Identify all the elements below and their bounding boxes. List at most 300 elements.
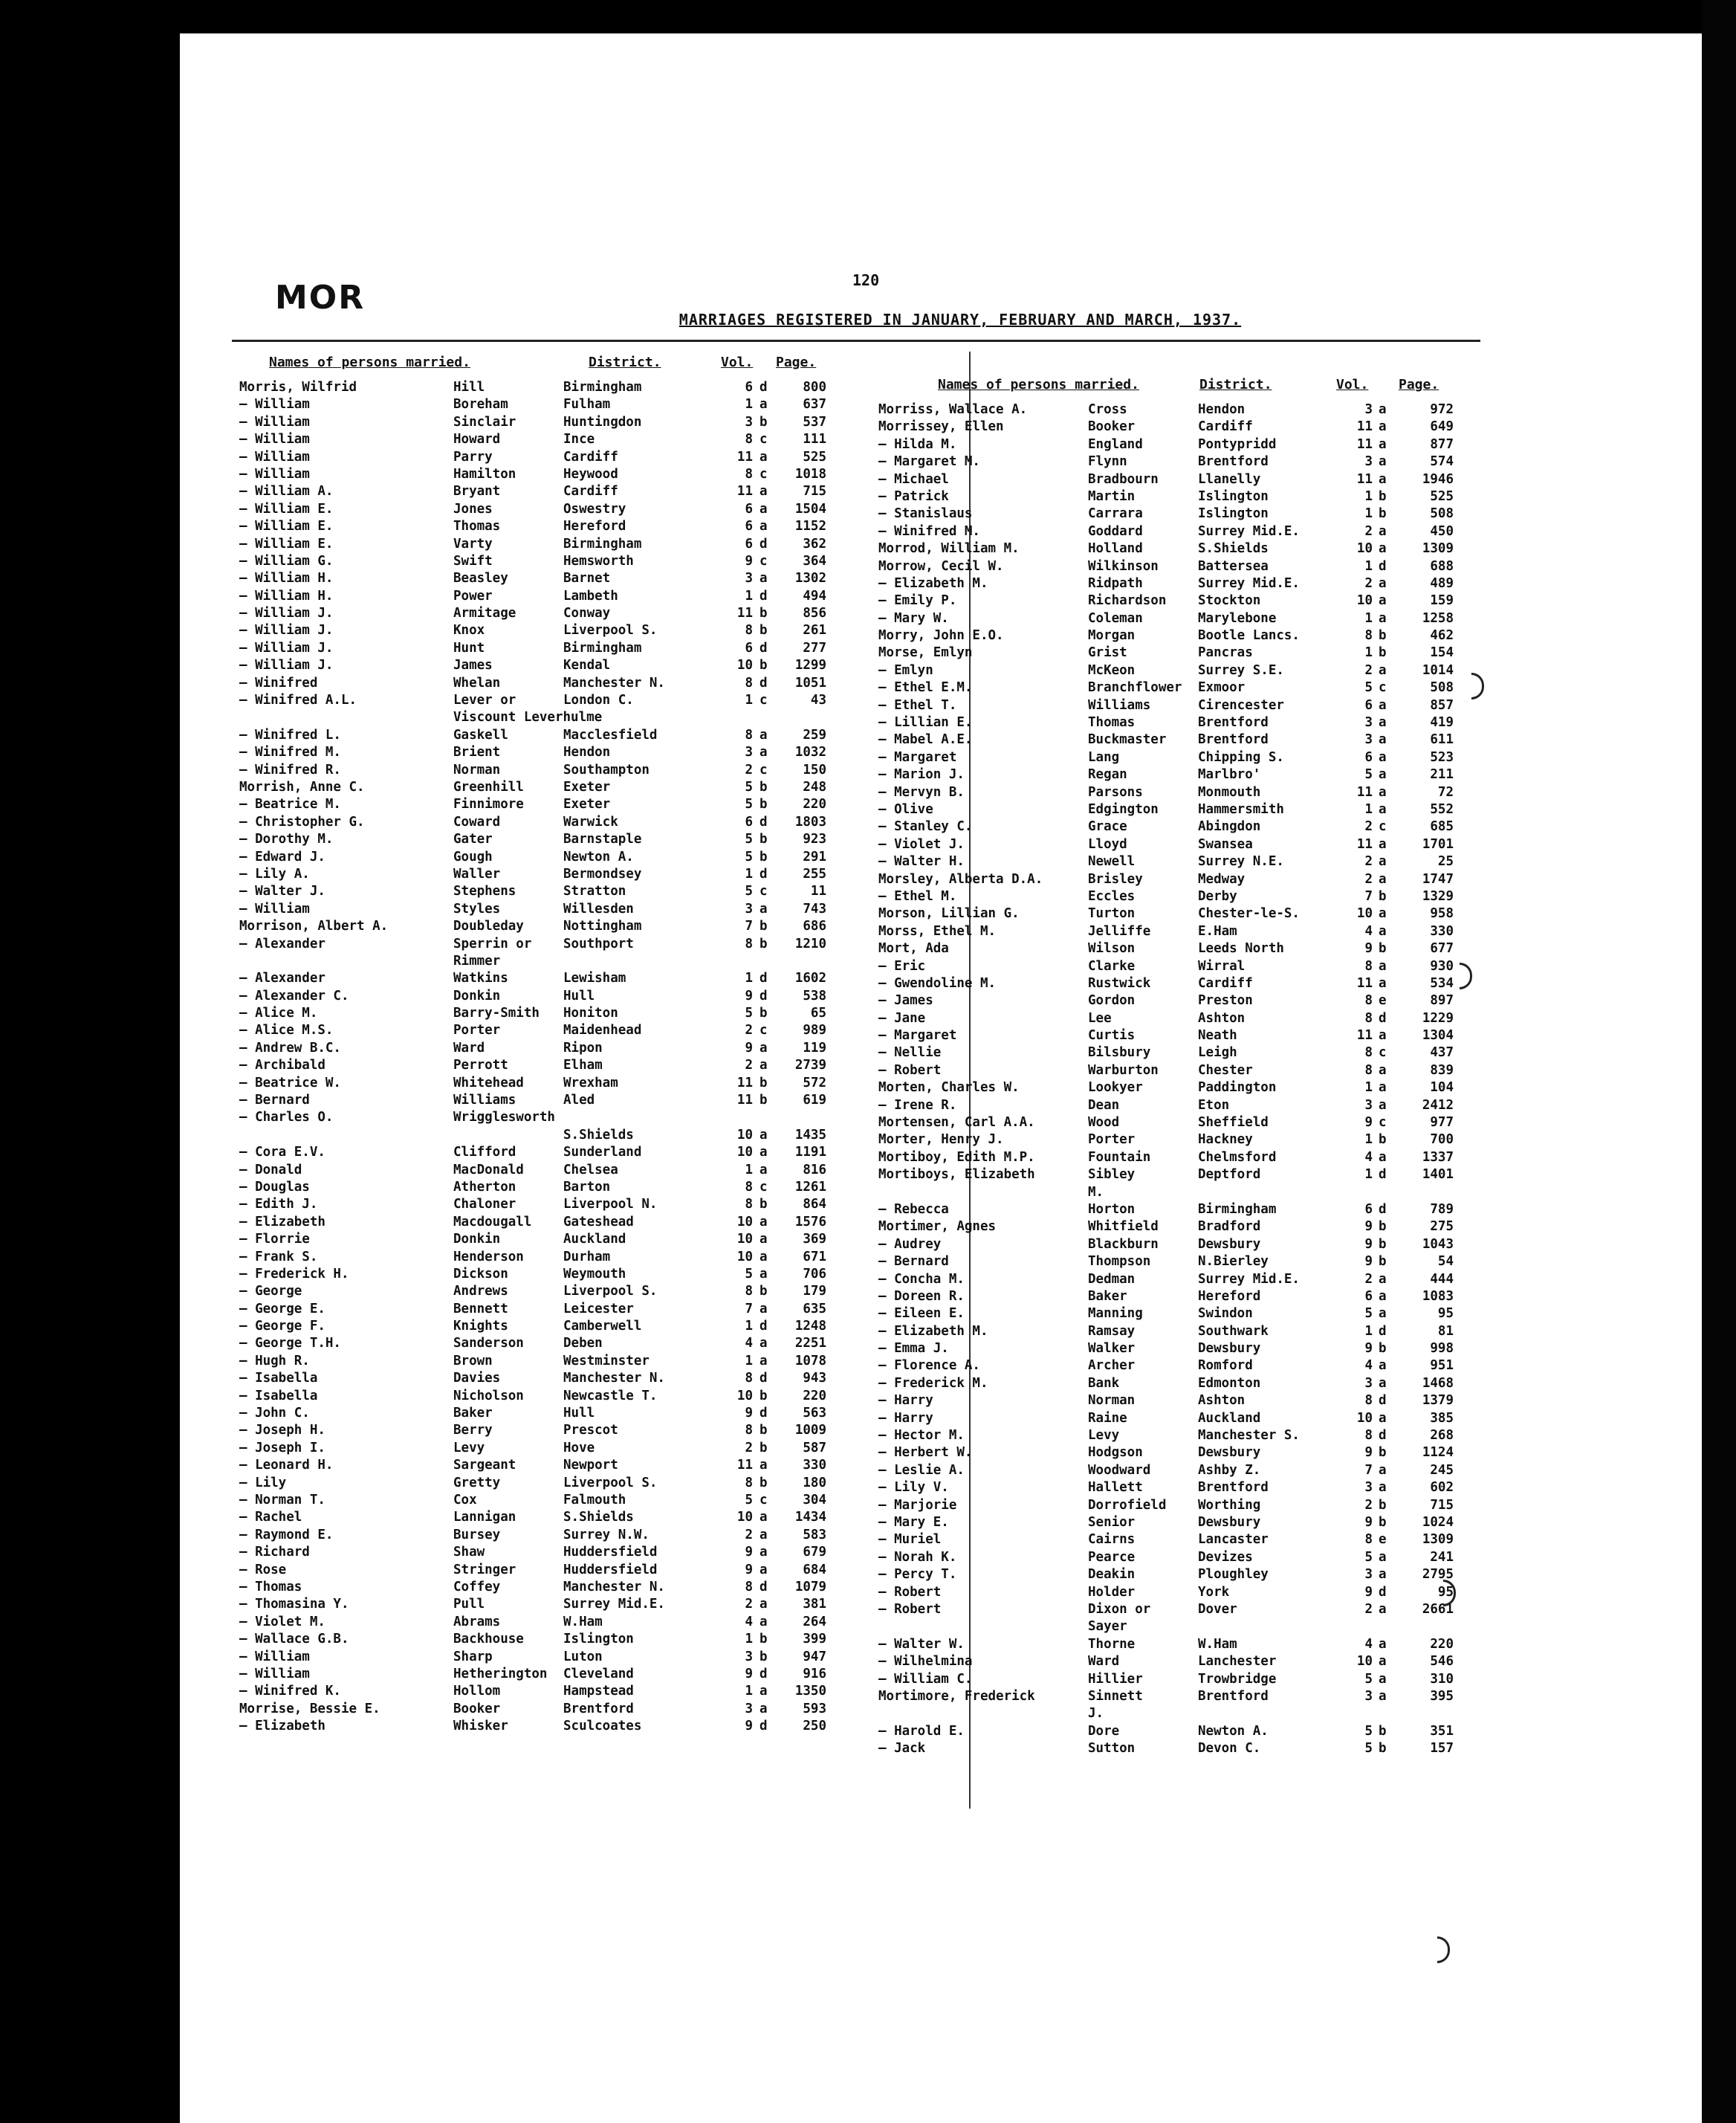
entry-page: 241	[1430, 1549, 1454, 1565]
entry-volume-letter: a	[1379, 1028, 1387, 1044]
entry-district: Surrey N.W.	[563, 1527, 650, 1542]
entry-page: 1504	[794, 501, 826, 517]
entry-page: 159	[1430, 593, 1454, 609]
entry-volume-letter: d	[760, 1319, 768, 1334]
register-entry	[878, 1672, 1503, 1689]
entry-page: 789	[1430, 1201, 1454, 1217]
header-names: Names of persons married.	[938, 377, 1139, 392]
entry-page: 1701	[1422, 836, 1454, 852]
entry-name: — Elizabeth M.	[878, 575, 988, 591]
entry-volume-letter: a	[1379, 1671, 1387, 1687]
entry-name: — Gwendoline M.	[878, 975, 997, 991]
entry-name: — Lily A.	[239, 866, 310, 882]
entry-district: York	[1198, 1584, 1230, 1600]
entry-district: Ince	[563, 432, 595, 447]
entry-page: 150	[803, 762, 826, 778]
entry-page: 635	[803, 1301, 826, 1316]
entry-spouse: Varty	[453, 536, 493, 552]
entry-name: — Walter H.	[878, 854, 965, 870]
entry-volume: 1	[745, 1632, 753, 1647]
register-entry	[878, 889, 1503, 906]
register-entry	[239, 832, 864, 849]
entry-district: Dewsbury	[1198, 1445, 1261, 1461]
entry-volume: 1	[1364, 506, 1373, 522]
entry-volume-letter: b	[760, 936, 768, 951]
register-entry	[878, 1376, 1503, 1393]
entry-district: Barton	[563, 1179, 611, 1195]
entry-name: — Lily V.	[878, 1480, 949, 1496]
entry-volume: 3	[1364, 1480, 1373, 1496]
entry-district: Cirencester	[1198, 697, 1284, 713]
entry-spouse: Whelan	[453, 675, 501, 691]
entry-name: — Edith J.	[239, 1197, 318, 1212]
entry-volume: 6	[1364, 749, 1373, 765]
entry-volume: 8	[745, 623, 753, 639]
entry-page: 72	[1437, 784, 1454, 800]
entry-spouse: J.	[1088, 1706, 1104, 1722]
entry-spouse: Curtis	[1088, 1028, 1136, 1044]
entry-district: Derby	[1198, 888, 1237, 904]
entry-volume-letter: d	[1379, 1010, 1387, 1026]
entry-volume-letter: d	[760, 988, 768, 1004]
entry-page: 1018	[794, 466, 826, 482]
register-entry	[239, 693, 864, 710]
entry-volume-letter: a	[1379, 1080, 1387, 1096]
entry-page: 351	[1430, 1723, 1454, 1739]
register-entry	[878, 1341, 1503, 1358]
entry-spouse: Morgan	[1088, 628, 1136, 644]
register-entry	[239, 971, 864, 988]
entry-volume: 11	[736, 449, 753, 465]
entry-volume: 10	[736, 1510, 753, 1525]
register-entry	[878, 1689, 1503, 1706]
entry-district: Aled	[563, 1093, 595, 1108]
entry-name: — James	[878, 993, 933, 1009]
entry-name: — Christopher G.	[239, 814, 365, 830]
entry-name: — William H.	[239, 588, 334, 604]
register-entry	[239, 1093, 864, 1110]
entry-name: — William	[239, 901, 310, 917]
entry-page: 1602	[794, 971, 826, 986]
entry-spouse: Gaskell	[453, 727, 508, 743]
register-entry	[239, 728, 864, 745]
header-vol: Vol.	[1336, 377, 1369, 392]
entry-name: — William E.	[239, 536, 334, 552]
entry-name: — Ethel E.M.	[878, 680, 973, 696]
left-column	[239, 355, 864, 1736]
entry-name: — Frank S.	[239, 1249, 318, 1264]
entry-page: 1329	[1422, 888, 1454, 904]
entry-district: Hull	[563, 988, 595, 1004]
entry-volume-letter: a	[1379, 732, 1387, 748]
entry-district: Willesden	[563, 901, 634, 917]
register-entry	[239, 919, 864, 936]
entry-name: — Walter J.	[239, 884, 326, 899]
entry-district: Wrexham	[563, 1075, 618, 1090]
entry-name: — Bernard	[878, 1254, 949, 1270]
entry-volume: 5	[745, 779, 753, 795]
entry-name: Morry, John E.O.	[878, 628, 1004, 644]
entry-volume-letter: d	[1379, 1393, 1387, 1409]
entry-district: Lewisham	[563, 971, 626, 986]
entry-volume: 3	[1364, 1375, 1373, 1391]
entry-district: Gateshead	[563, 1214, 634, 1229]
entry-spouse: Swift	[453, 553, 493, 569]
entry-page: 494	[803, 588, 826, 604]
entry-spouse: Coward	[453, 814, 501, 830]
entry-name: — George	[239, 1284, 302, 1299]
entry-page: 25	[1437, 854, 1454, 870]
register-entry	[239, 432, 864, 449]
entry-volume-letter: c	[760, 762, 768, 778]
entry-spouse: Donkin	[453, 1232, 501, 1247]
entry-spouse: Thompson	[1088, 1254, 1151, 1270]
entry-volume-letter: a	[1379, 1358, 1387, 1374]
entry-volume-letter: d	[1379, 1428, 1387, 1444]
entry-spouse: Parsons	[1088, 784, 1143, 800]
entry-volume: 2	[1364, 854, 1373, 870]
entry-page: 220	[803, 1388, 826, 1403]
register-entry	[239, 1371, 864, 1388]
entry-page: 1309	[1422, 1532, 1454, 1548]
entry-name: — Archibald	[239, 1058, 326, 1073]
entry-district: Liverpool S.	[563, 1475, 658, 1490]
entry-volume-letter: b	[760, 1475, 768, 1490]
entry-spouse: Coffey	[453, 1579, 501, 1594]
entry-spouse: Bank	[1088, 1375, 1120, 1391]
entry-name: — Hector M.	[878, 1428, 965, 1444]
entry-district: Oswestry	[563, 501, 626, 517]
entry-spouse: Brisley	[1088, 871, 1143, 887]
entry-volume: 9	[1364, 941, 1373, 957]
entry-spouse: Cairns	[1088, 1532, 1136, 1548]
entry-page: 157	[1430, 1741, 1454, 1757]
entry-spouse: Sutton	[1088, 1741, 1136, 1757]
entry-spouse: England	[1088, 436, 1143, 452]
entry-volume: 5	[1364, 680, 1373, 696]
entry-volume-letter: a	[760, 1249, 768, 1264]
page-number: 120	[852, 271, 880, 289]
register-entry	[878, 611, 1503, 628]
entry-page: 268	[1430, 1428, 1454, 1444]
entry-volume-letter: d	[760, 1406, 768, 1421]
register-entry	[239, 1493, 864, 1510]
entry-spouse: Levy	[1088, 1428, 1120, 1444]
entry-volume: 10	[736, 1127, 753, 1143]
entry-district: Monmouth	[1198, 784, 1261, 800]
entry-page: 1083	[1422, 1288, 1454, 1304]
entry-district: Surrey Mid.E.	[1198, 1271, 1300, 1287]
entry-volume: 4	[1364, 923, 1373, 939]
entry-spouse: Horton	[1088, 1201, 1136, 1217]
register-entry	[878, 628, 1503, 645]
entry-volume: 9	[1364, 1115, 1373, 1131]
entry-volume-letter: b	[1379, 1132, 1387, 1148]
entry-volume-letter: b	[760, 1440, 768, 1455]
entry-spouse: Chaloner	[453, 1197, 516, 1212]
register-entry	[878, 1428, 1503, 1445]
entry-spouse: Dean	[1088, 1097, 1120, 1113]
entry-district: Sheffield	[1198, 1115, 1269, 1131]
entry-page: 897	[1430, 993, 1454, 1009]
entry-spouse: Sibley	[1088, 1167, 1136, 1183]
entry-volume-letter: a	[1379, 958, 1387, 974]
entry-volume-letter: d	[760, 536, 768, 552]
entry-district: Islington	[563, 1632, 634, 1647]
entry-district: Chipping S.	[1198, 749, 1284, 765]
register-entry	[239, 954, 864, 971]
entry-spouse: Wilson	[1088, 941, 1136, 957]
entry-district: Newport	[563, 1458, 618, 1473]
entry-volume: 2	[745, 762, 753, 778]
register-entry	[878, 1306, 1503, 1323]
entry-name: — Dorothy M.	[239, 832, 334, 847]
register-entry	[239, 397, 864, 414]
entry-spouse: Whitehead	[453, 1075, 524, 1090]
entry-name: — William C.	[878, 1671, 973, 1687]
entry-page: 649	[1430, 419, 1454, 435]
entry-spouse: Finnimore	[453, 797, 524, 812]
scan-border-right	[1702, 0, 1736, 2123]
entry-page: 250	[803, 1719, 826, 1734]
entry-volume: 2	[745, 1023, 753, 1038]
entry-name: — Mary E.	[878, 1515, 949, 1530]
entry-name: — William J.	[239, 640, 334, 656]
entry-volume-letter: a	[1379, 801, 1387, 817]
entry-district: Dover	[1198, 1601, 1237, 1617]
entry-page: 381	[803, 1597, 826, 1612]
entry-district: Abingdon	[1198, 819, 1261, 835]
register-entry	[239, 1458, 864, 1475]
entry-name: — Emily P.	[878, 593, 957, 609]
entry-spouse: Gretty	[453, 1475, 501, 1490]
entry-name: — Harold E.	[878, 1723, 965, 1739]
register-entry	[878, 1150, 1503, 1167]
register-entry	[239, 571, 864, 588]
entry-page: 525	[803, 449, 826, 465]
entry-volume-letter: a	[760, 1597, 768, 1612]
entry-spouse: Regan	[1088, 767, 1127, 783]
entry-name: — Beatrice M.	[239, 797, 341, 812]
register-entry	[239, 1597, 864, 1614]
entry-page: 839	[1430, 1062, 1454, 1078]
register-entry	[878, 593, 1503, 610]
entry-district: Birmingham	[563, 536, 642, 552]
entry-volume: 8	[1364, 1010, 1373, 1026]
entry-spouse: Stringer	[453, 1562, 516, 1577]
entry-page: 537	[803, 414, 826, 430]
entry-district: Liverpool S.	[563, 1284, 658, 1299]
register-entry	[878, 541, 1503, 558]
entry-spouse: Ridpath	[1088, 575, 1143, 591]
entry-volume-letter: d	[1379, 558, 1387, 574]
entry-district: Southampton	[563, 762, 650, 778]
entry-district: N.Bierley	[1198, 1254, 1269, 1270]
register-entry	[239, 1215, 864, 1232]
entry-name: — Mary W.	[878, 610, 949, 626]
entry-volume: 3	[745, 414, 753, 430]
entry-volume: 6	[745, 640, 753, 656]
register-entry	[239, 1632, 864, 1649]
entry-volume: 9	[1364, 1236, 1373, 1252]
entry-page: 972	[1430, 402, 1454, 417]
entry-volume-letter: d	[1379, 1323, 1387, 1339]
entry-volume: 1	[1364, 1167, 1373, 1183]
entry-page: 1032	[794, 745, 826, 760]
entry-spouse: Cross	[1088, 402, 1127, 417]
entry-name: Mortiboy, Edith M.P.	[878, 1149, 1035, 1165]
entry-name: — Eileen E.	[878, 1306, 965, 1322]
entry-page: 1051	[794, 675, 826, 691]
entry-district: Westminster	[563, 1353, 650, 1369]
entry-volume: 2	[1364, 575, 1373, 591]
entry-name: — William	[239, 1649, 310, 1664]
entry-volume-letter: a	[1379, 749, 1387, 765]
binding-mark	[1437, 1936, 1450, 1963]
entry-district: Sculcoates	[563, 1719, 642, 1734]
entry-volume: 10	[736, 1214, 753, 1229]
entry-spouse: Baker	[453, 1406, 493, 1421]
entry-volume-letter: a	[760, 1336, 768, 1351]
entry-volume-letter: b	[760, 1006, 768, 1021]
register-entry	[239, 1719, 864, 1736]
entry-page: 248	[803, 779, 826, 795]
entry-page: 1261	[794, 1179, 826, 1195]
register-entry	[239, 1423, 864, 1440]
register-entry	[239, 1441, 864, 1458]
entry-volume: 8	[745, 1197, 753, 1212]
entry-volume: 5	[1364, 1741, 1373, 1757]
entry-page: 943	[803, 1371, 826, 1386]
register-entry	[239, 1667, 864, 1684]
entry-spouse: Senior	[1088, 1515, 1136, 1530]
entry-district: Exmoor	[1198, 680, 1246, 696]
entry-district: Birmingham	[563, 380, 642, 395]
entry-district: Bootle Lancs.	[1198, 628, 1300, 644]
entry-district: Auckland	[563, 1232, 626, 1247]
entry-page: 602	[1430, 1480, 1454, 1496]
entry-district: Manchester N.	[563, 1371, 665, 1386]
entry-page: 552	[1430, 801, 1454, 817]
entry-volume: 4	[1364, 1636, 1373, 1652]
entry-district: Brentford	[1198, 1480, 1269, 1496]
entry-spouse: Perrott	[453, 1058, 508, 1073]
register-entry	[239, 1058, 864, 1075]
entry-name: — Eric	[878, 958, 926, 974]
entry-spouse: Hodgson	[1088, 1445, 1143, 1461]
entry-spouse: Holland	[1088, 541, 1143, 557]
entry-name: Morrissey, Ellen	[878, 419, 1004, 435]
register-entry	[878, 698, 1503, 715]
register-entry	[878, 1237, 1503, 1254]
register-entry	[878, 559, 1503, 576]
entry-volume-letter: a	[760, 1127, 768, 1143]
register-entry	[239, 1267, 864, 1284]
entry-volume: 8	[1364, 1062, 1373, 1078]
entry-volume: 5	[745, 1266, 753, 1282]
entry-volume-letter: b	[1379, 1741, 1387, 1757]
entry-name: — William E.	[239, 519, 334, 534]
register-page	[180, 33, 1702, 2123]
entry-volume: 1	[1364, 645, 1373, 661]
entry-volume-letter: a	[1379, 923, 1387, 939]
entry-volume: 10	[1356, 593, 1373, 609]
entry-page: 304	[803, 1493, 826, 1508]
register-entry	[239, 937, 864, 954]
entry-volume-letter: b	[760, 832, 768, 847]
register-entry	[878, 959, 1503, 976]
entry-name: Morrise, Bessie E.	[239, 1701, 380, 1716]
entry-page: 508	[1430, 506, 1454, 522]
entry-page: 462	[1430, 628, 1454, 644]
entry-spouse: Warburton	[1088, 1062, 1159, 1078]
entry-volume-letter: a	[760, 727, 768, 743]
entry-volume-letter: a	[1379, 1149, 1387, 1165]
entry-district: Kendal	[563, 658, 611, 673]
register-entry	[878, 1098, 1503, 1115]
entry-district: Leeds North	[1198, 941, 1284, 957]
register-entry	[878, 1167, 1503, 1184]
register-entry	[239, 484, 864, 501]
entry-district: Brentford	[1198, 732, 1269, 748]
entry-district: Chelmsford	[1198, 1149, 1277, 1165]
entry-volume-letter: a	[760, 1701, 768, 1716]
register-entry	[878, 489, 1503, 506]
entry-volume: 2	[1364, 1497, 1373, 1513]
entry-volume: 8	[745, 1371, 753, 1386]
entry-volume-letter: a	[760, 1458, 768, 1473]
entry-volume-letter: b	[760, 1284, 768, 1299]
entry-page: 444	[1430, 1271, 1454, 1287]
entry-volume: 11	[1356, 784, 1373, 800]
register-entry	[878, 976, 1503, 993]
entry-name: — Rose	[239, 1562, 287, 1577]
entry-volume: 8	[1364, 1393, 1373, 1409]
entry-spouse: Edgington	[1088, 801, 1159, 817]
entry-volume: 11	[736, 1075, 753, 1090]
entry-district: Macclesfield	[563, 727, 658, 743]
register-entry	[878, 1063, 1503, 1080]
entry-page: 2795	[1422, 1567, 1454, 1583]
register-entry	[878, 1115, 1503, 1132]
entry-spouse: Donkin	[453, 988, 501, 1004]
entry-name: — Doreen R.	[878, 1288, 965, 1304]
entry-name: — Audrey	[878, 1236, 942, 1252]
entry-volume: 2	[745, 1058, 753, 1073]
entry-volume-letter: a	[1379, 1306, 1387, 1322]
entry-district: Falmouth	[563, 1493, 626, 1508]
entry-page: 856	[803, 606, 826, 621]
entry-spouse: Manning	[1088, 1306, 1143, 1322]
entry-spouse: Dedman	[1088, 1271, 1136, 1287]
register-entry	[878, 1706, 1503, 1723]
entry-volume-letter: d	[760, 1371, 768, 1386]
entry-spouse: Bryant	[453, 484, 501, 500]
entry-volume: 1	[1364, 488, 1373, 504]
entry-volume-letter: b	[1379, 1515, 1387, 1530]
entry-name: — Olive	[878, 801, 933, 817]
entry-spouse: Beasley	[453, 571, 508, 587]
entry-district: Islington	[1198, 506, 1269, 522]
entry-spouse: Porter	[1088, 1132, 1136, 1148]
entry-volume-letter: c	[760, 884, 768, 899]
entry-page: 291	[803, 849, 826, 865]
entry-volume-letter: a	[1379, 419, 1387, 435]
entry-volume-letter: b	[760, 1197, 768, 1212]
entry-volume-letter: a	[760, 519, 768, 534]
entry-name: — Thomas	[239, 1579, 302, 1594]
entry-spouse: Stephens	[453, 884, 516, 899]
